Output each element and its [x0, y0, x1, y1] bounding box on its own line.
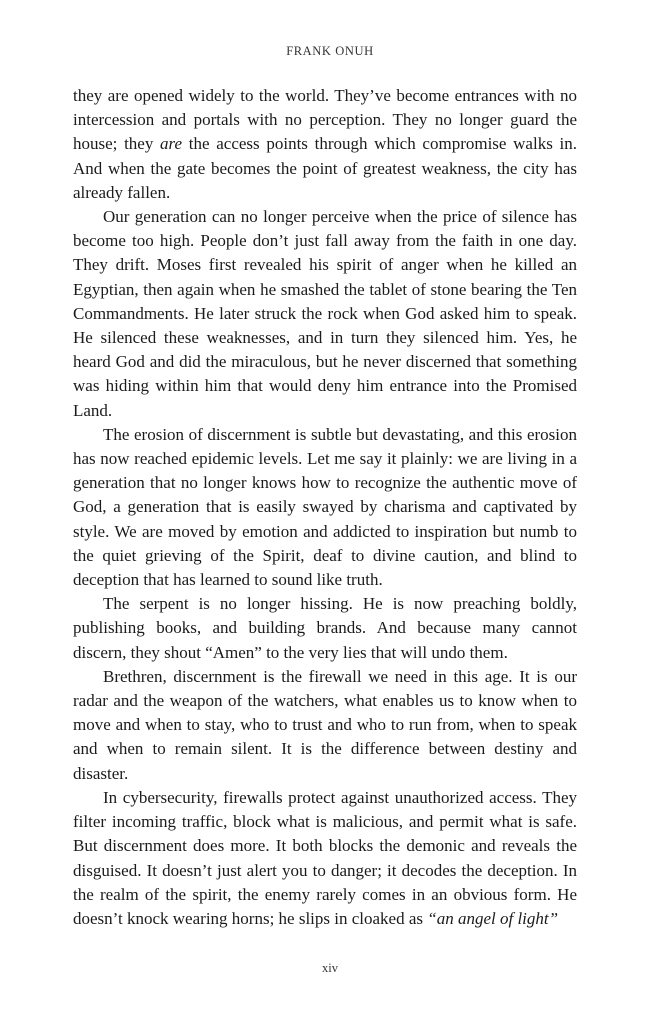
paragraph-4: The serpent is no longer hissing. He is now preaching boldly, publishing books, and building brands. And because many cannot discern, they shout “Amen” to the very lies that will undo them. — [73, 594, 577, 662]
paragraph-5: Brethren, discernment is the firewall we need in this age. It is our radar and the weapon of the watchers, what enables us to know when to move and when to stay, who to trust and who to run from, when to speak and when to remain silent. It is the difference between destiny and disaster. — [73, 666, 577, 783]
paragraph-2: Our generation can no longer perceive when the price of silence has become too high. People don’t just fall away from the faith in one day. They drift. Moses first revealed his spirit of anger when he killed an Egyptian, then again when he smashed the tablet of stone bearing the Ten Commandments. He later struck the rock when God asked him to speak. He silenced these weaknesses, and in turn they silenced him. Yes, he heard God and did the miraculous, but he never discerned that something was hiding within him that would deny him entrance into the Promised Land. — [73, 207, 577, 420]
paragraph-1-text-a: they are opened widely to the world. They’ve become entrances with no intercession and portals with no perception. They no longer guard the house; they — [73, 86, 577, 154]
page-number: xiv — [322, 961, 338, 975]
paragraph-1-text-b: the access points through which compromise walks in. And when the gate becomes the point of greatest weakness, the city has already fallen. — [73, 134, 577, 202]
paragraph-3: The erosion of discernment is subtle but devastating, and this erosion has now reached epidemic levels. Let me say it plainly: we are living in a generation that no longer knows how to recognize the authentic move of God, a generation that is easily swayed by charisma and captivated by style. We are moved by emotion and addicted to inspiration but numb to the quiet grieving of the Spirit, deaf to divine caution, and blind to deception that has learned to sound like truth. — [73, 424, 577, 590]
paragraph-6-text: In cybersecurity, firewalls protect against unauthorized access. They filter incoming traffic, block what is malicious, and permit what is safe. But discernment does more. It both blocks the demonic and reveals the disguised. It doesn’t just alert you to danger; it decodes the deception. In the realm of the spirit, the enemy rarely comes in an obvious form. He doesn’t knock wearing horns; he slips in cloaked as — [73, 787, 577, 928]
body-text — [73, 84, 577, 931]
running-head: FRANK ONUH — [286, 44, 374, 58]
paragraph-1 — [73, 84, 577, 205]
paragraph-1-italic: are — [160, 134, 183, 154]
paragraph-6-italic: “an angel of light” — [427, 908, 559, 928]
paragraph-6 — [73, 786, 577, 931]
